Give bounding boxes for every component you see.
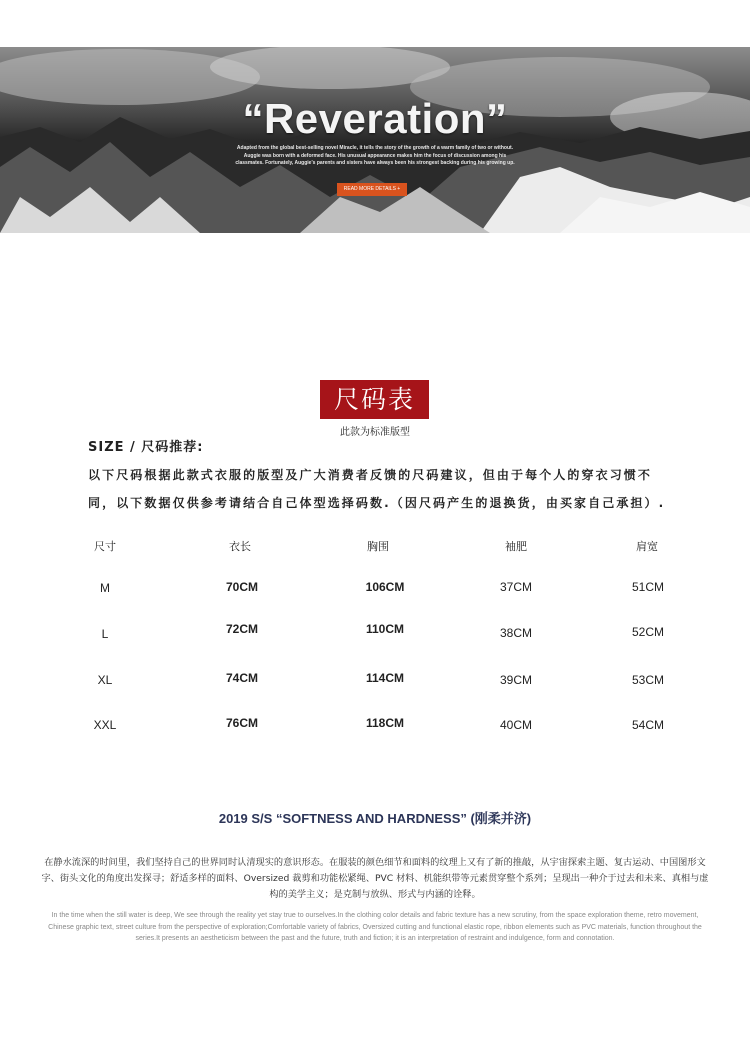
size-label: XXL: [93, 718, 117, 732]
column-header: 袖肥: [505, 540, 527, 553]
collection-description-chinese: 在静水流深的时间里，我们坚持自己的世界同时认清现实的意识形态。在服装的颜色细节和面料的纹理上又有了新的推敲，从宇宙探索主题、复古运动、中国图形文字、街头文化的角度出发探寻；舒适多样的面料、Oversized 裁剪和功能松紧绳、PVC 材料、机能织带等元素贯穿整个系列；呈现出一种介于过去和未来、真相与虚构的美学主义；是克制与放纵、形式与内涵的诠释。: [41, 857, 709, 900]
chest-value: 106CM: [365, 580, 405, 594]
read-more-button[interactable]: READ MORE DETAILS +: [337, 183, 407, 196]
shoulder-value: 51CM: [631, 580, 664, 594]
column-header: 胸围: [367, 540, 389, 553]
collection-description-english: In the time when the still water is deep, We see through the reality yet stay true to ourselves.In the clothing color details and fabric texture has a new scrutiny, from the space exploration theme, retro movement, Chinese graphic text, street culture from the perspective of exploration;Comfortable variety of fabrics, Oversized cutting and functional elastic rope, ribbon elements such as PVC materials, function throughout the series.It presents an aestheticism between the past and the future, truth and fiction; it is an interpretation of restraint and indulgence, form and connotation.: [48, 912, 702, 942]
length-value: 76CM: [225, 716, 258, 730]
sleeve-value: 37CM: [499, 580, 532, 594]
size-label: M: [100, 581, 110, 595]
size-chart-subtitle: 此款为标准版型: [340, 427, 410, 438]
column-header: 尺寸: [94, 540, 116, 553]
banner-description: Adapted from the global best-selling novel Miracle, it tells the story of the growth of a warm family of two or without. Auggie was born with a deformed face. His unusual appearance makes him the focus of discussion among his classmates. Fortunately, Auggie's parents and sisters have always been his strongest backing during his growing up.: [235, 145, 515, 166]
sleeve-value: 40CM: [499, 718, 532, 732]
column-header: 衣长: [229, 540, 251, 553]
sleeve-value: 39CM: [499, 673, 532, 687]
shoulder-value: 52CM: [631, 625, 664, 639]
size-notice-line-2: 同，以下数据仅供参考请结合自己体型选择码数.（因尺码产生的退换货，由买家自己承担）.: [88, 496, 666, 510]
collection-title: 2019 S/S “SOFTNESS AND HARDNESS” (刚柔并济): [218, 811, 532, 826]
sleeve-value: 38CM: [499, 626, 532, 640]
shoulder-value: 53CM: [631, 673, 664, 687]
length-value: 70CM: [225, 580, 258, 594]
size-label: XL: [97, 673, 113, 687]
size-label: L: [101, 627, 109, 641]
shoulder-value: 54CM: [631, 718, 664, 732]
chest-value: 114CM: [365, 671, 405, 685]
chest-value: 110CM: [365, 622, 405, 636]
length-value: 74CM: [225, 671, 258, 685]
size-recommendation-heading: SIZE / 尺码推荐:: [88, 440, 204, 455]
chest-value: 118CM: [365, 716, 405, 730]
size-notice-line-1: 以下尺码根据此款式衣服的版型及广大消费者反馈的尺码建议，但由于每个人的穿衣习惯不: [88, 468, 653, 482]
size-chart-title: 尺码表: [320, 380, 429, 419]
hero-banner: [0, 47, 750, 233]
banner-title: “Reveration”: [242, 95, 508, 142]
length-value: 72CM: [225, 622, 258, 636]
column-header: 肩宽: [636, 540, 658, 553]
